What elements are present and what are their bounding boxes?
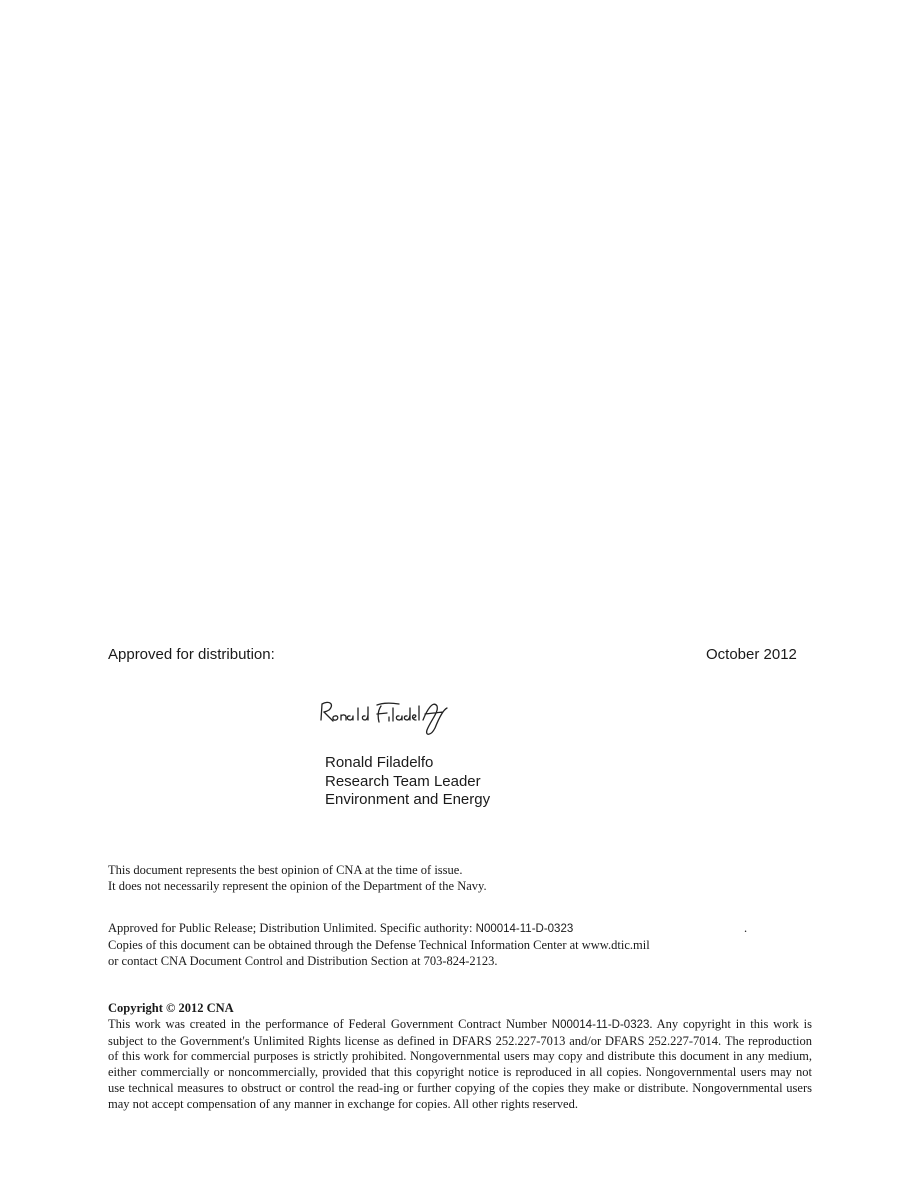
approver-title: Research Team Leader [325, 772, 481, 790]
release-contract-number: N00014-11-D-0323 [475, 923, 574, 935]
disclaimer-line-1: This document represents the best opinion of CNA at the time of issue. [108, 863, 463, 877]
release-block [108, 920, 808, 969]
issue-date: October 2012 [706, 646, 797, 663]
approved-for-distribution-label: Approved for distribution: [108, 646, 275, 663]
disclaimer-block [108, 862, 487, 894]
approver-name: Ronald Filadelfo [325, 754, 434, 771]
release-line-3: or contact CNA Document Control and Distribution Section at 703-824-2123. [108, 954, 498, 968]
copyright-body [108, 1017, 812, 1113]
release-line-1 [108, 920, 808, 937]
release-period: . [744, 921, 748, 935]
approver-division: Environment and Energy [325, 791, 491, 808]
release-line-2: Copies of this document can be obtained through the Defense Technical Information Center at www.dtic.mil [108, 938, 650, 952]
copyright-contract-number: N00014-11-D-0323 [551, 1018, 650, 1031]
copyright-heading: Copyright © 2012 CNA [108, 1001, 234, 1015]
copyright-block [108, 1001, 812, 1113]
approver-block [325, 754, 490, 810]
copyright-body-suffix: . Any copyright in this work is subject to the Government's Unlimited Rights license as defined in DFARS 252.227-7013 and/or DFARS 252.227-7014. The reproduction of this work for commercial purposes is strictly prohibited. Nongovernmental users may copy and distribute this document in any medium, either commercially or noncommercially, provided that this copyright notice is reproduced in all copies. Nongovernmental users may not use technical measures to obstruct or control the read-ing or further copying of the copies they make or distribute. Nongovernmental users may not accept compensation of any manner in exchange for copies. All other rights reserved. [108, 1016, 812, 1111]
signature-image [315, 690, 485, 740]
copyright-body-prefix: This work was created in the performance of Federal Government Contract Number [108, 1016, 552, 1031]
release-authority-text: Approved for Public Release; Distribution Unlimited. Specific authority: [108, 921, 476, 935]
disclaimer-line-2: It does not necessarily represent the opinion of the Department of the Navy. [108, 879, 487, 893]
